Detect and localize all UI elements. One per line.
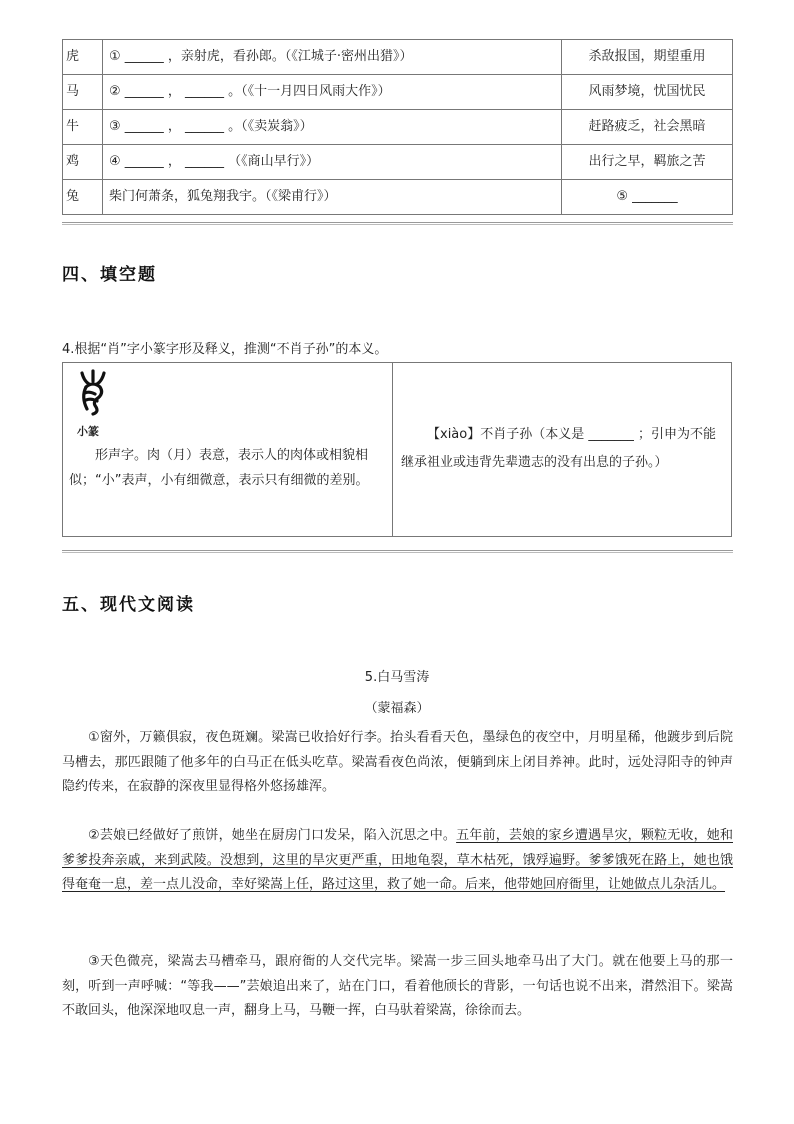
- table-row: [63, 75, 733, 110]
- paragraph-3: ③天色微亮，梁嵩去马槽牵马，跟府衙的人交代完毕。梁嵩一步三回头地牵马出了大门。就在他要上马的那一刻，听到一声呼喊：“等我——”芸娘追出来了，站在门口，看着他颀长的背影，一句话也说不出来，潸然泪下。梁嵩不敢回头，他深深地叹息一声，翻身上马，马鞭一挥，白马驮着梁嵩，徐徐而去。: [62, 954, 733, 1018]
- box-divider: [392, 363, 393, 536]
- question-4-text: 4.根据“肖”字小篆字形及释义，推测“不肖子孙”的本义。: [62, 342, 388, 357]
- verse-cell: ② ______ ， ______ 。（《十一月四日风雨大作》）: [103, 75, 562, 110]
- animal-cell: 马: [63, 75, 103, 110]
- table-row: [63, 145, 733, 180]
- theme-cell: 杀敌报国，期望重用: [562, 40, 733, 75]
- xiao-explanation: 形声字。肉（月）表意，表示人的肉体或相貌相似；“小”表声，小有细微意，表示只有细微的差别。: [69, 448, 369, 488]
- verse-cell: 柴门何萧条，狐兔翔我宇。（《梁甫行》）: [103, 180, 562, 215]
- theme-cell: 赶路疲乏，社会黑暗: [562, 110, 733, 145]
- table-row: [63, 180, 733, 215]
- section-divider: [62, 550, 733, 551]
- seal-script-label: 小篆: [77, 425, 99, 438]
- xiao-fill-prompt: 【xiào】不肖子孙（本义是 _______ ；引申为不能继承祖业或违背先辈遗志的没有出息的子孙。）: [401, 427, 716, 470]
- paragraph-2-text: ②芸娘已经做好了煎饼，她坐在厨房门口发呆，陷入沉思之中。: [88, 828, 457, 843]
- seal-script-glyph-icon: [73, 367, 113, 417]
- animal-cell: 鸡: [63, 145, 103, 180]
- xiao-character-box: [62, 362, 732, 537]
- theme-cell: 风雨梦境，忧国忧民: [562, 75, 733, 110]
- story-author: （蒙福森）: [364, 701, 430, 716]
- verse-cell: ③ ______ ， ______ 。（《卖炭翁》）: [103, 110, 562, 145]
- paragraph-2-underlined: 五年前，芸娘的家乡遭遇旱灾，颗粒无收，她和爹爹投奔亲戚，来到武陵。没想到，这里的旱灾更严重，田地龟裂，草木枯死，饿殍遍野。爹爹饿死在路上，她也饿得奄奄一息，差一点儿没命，幸好梁嵩上任，路过这里，救了她一命。后来，他带她回府衙里，让她做点儿杂活儿。: [62, 828, 733, 892]
- section-title-fill-blank: 四、填空题: [62, 265, 157, 285]
- section-title-modern-reading: 五、现代文阅读: [62, 595, 195, 615]
- verse-cell: ④ ______ ， ______ （《商山早行》）: [103, 145, 562, 180]
- table-row: [63, 110, 733, 145]
- paragraph-2: [62, 824, 733, 898]
- story-title: 5.白马雪涛: [364, 670, 430, 685]
- paragraph-1: ①窗外，万籁俱寂，夜色斑斓。梁嵩已收拾好行李。抬头看看天色，墨绿色的夜空中，月明星稀，他踱步到后院马槽去，那匹跟随了他多年的白马正在低头吃草。梁嵩看夜色尚浓，便躺到床上闭目养神。此时，远处浔阳寺的钟声隐约传来，在寂静的深夜里显得格外悠扬雄浑。: [62, 730, 733, 794]
- theme-cell: 出行之早，羁旅之苦: [562, 145, 733, 180]
- section-divider: [62, 222, 733, 223]
- animal-cell: 虎: [63, 40, 103, 75]
- table-row: [63, 40, 733, 75]
- theme-cell: ⑤ _______: [562, 180, 733, 215]
- zodiac-poem-table: [62, 39, 733, 215]
- animal-cell: 牛: [63, 110, 103, 145]
- animal-cell: 兔: [63, 180, 103, 215]
- verse-cell: ① ______ ，亲射虎，看孙郎。（《江城子·密州出猎》）: [103, 40, 562, 75]
